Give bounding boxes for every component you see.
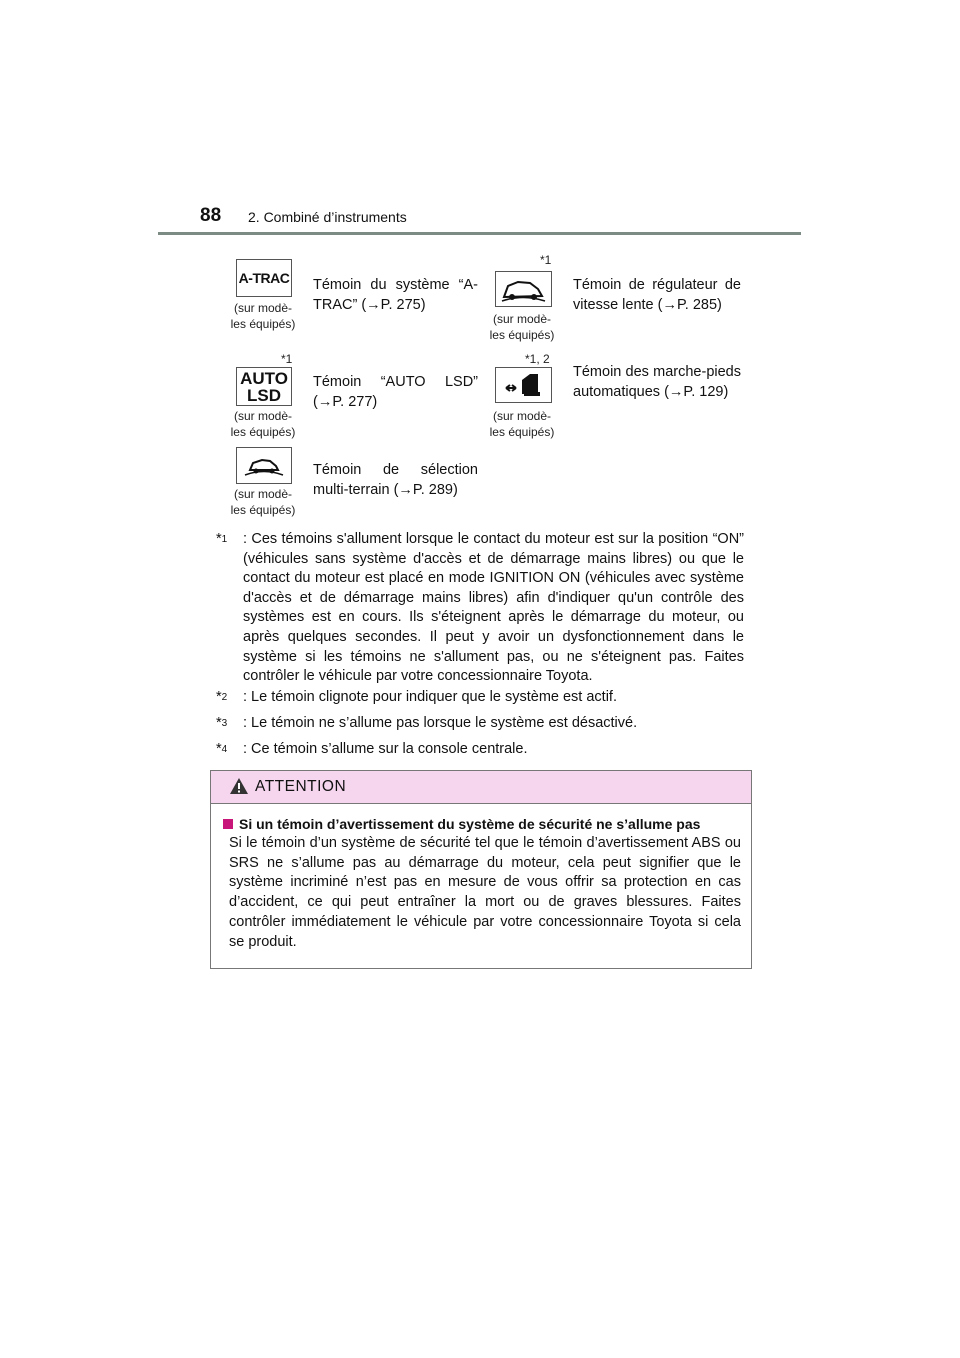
- indicator-description: Témoin de sélection multi-terrain (→P. 289): [313, 462, 478, 498]
- footnote-ref: *1, 2: [525, 352, 550, 366]
- a-trac-icon: A-TRAC: [236, 259, 292, 297]
- footnote-ref: *1: [281, 352, 293, 366]
- auto-lsd-icon: AUTO LSD: [236, 367, 292, 406]
- indicator-description: Témoin “AUTO LSD” (→P. 277): [313, 374, 478, 410]
- footnote: *$^2$ : Le témoin clignote pour indiquer que le système est actif.: [216, 689, 617, 705]
- indicator-caption: (sur modè- les équipés): [489, 409, 555, 439]
- attention-header: [211, 771, 751, 804]
- indicator-description: Témoin de régulateur de vitesse lente (→P. 285): [573, 277, 741, 313]
- page-number: 88: [200, 205, 222, 226]
- indicator-description: Témoin du système “A-TRAC” (→P. 275): [313, 277, 478, 313]
- attention-subtitle: Si un témoin d’avertissement du système de sécurité ne s’allume pas: [223, 816, 700, 832]
- indicator-caption: (sur modè- les équipés): [230, 301, 296, 331]
- warning-icon: [229, 777, 249, 795]
- multi-terrain-icon: [236, 447, 292, 484]
- indicator-description: Témoin des marche-pieds automatiques (→P. 129): [573, 364, 741, 400]
- attention-title: ATTENTION: [255, 778, 347, 795]
- attention-body: Si le témoin d’un système de sécurité tel que le témoin d’avertissement ABS ou SRS ne s’allume pas au démarrage du moteur, cela peut signifier que le système incriminé n’est pas en mesure de vous offrir sa protection en cas d’accident, ce qui peut entraîner la mort ou de graves blessures. Faites contrôler immédiatement le véhicule par votre concessionnaire Toyota si cela se produit.: [229, 835, 741, 950]
- indicator-caption: (sur modè- les équipés): [230, 487, 296, 517]
- indicator-caption: (sur modè- les équipés): [230, 409, 296, 439]
- indicator-caption: (sur modè- les équipés): [489, 312, 555, 342]
- footnote: *$^4$ : Ce témoin s’allume sur la console centrale.: [216, 741, 528, 757]
- header-rule: [158, 232, 801, 235]
- bullet-square-icon: [223, 819, 233, 829]
- section-title: 2. Combiné d’instruments: [248, 209, 407, 225]
- crawl-control-icon: [495, 271, 552, 307]
- footnote: *$^1$ : Ces témoins s'allument lorsque le contact du moteur est sur la position “ON” (véhicules sans système d'accès et de démarrage mains libres) ou que le contact du moteur est placé en mode IGNITION ON (véhicules avec système d'accès et de démarrage mains libres) afin d'indiquer qu'un contrôle des systèmes est en cours. Ils s'éteignent après le démarrage du moteur, ou après quelques secondes. Il peut y avoir un dysfonctionnement dans le système si les témoins ne s'allument pas, ou ne s'éteignent pas. Faites contrôler le véhicule par votre concessionnaire Toyota.: [216, 531, 744, 685]
- footnote-ref: *1: [540, 253, 552, 267]
- running-board-icon: [495, 367, 552, 403]
- attention-box: [210, 770, 752, 969]
- footnote: *$^3$ : Le témoin ne s’allume pas lorsque le système est désactivé.: [216, 715, 638, 731]
